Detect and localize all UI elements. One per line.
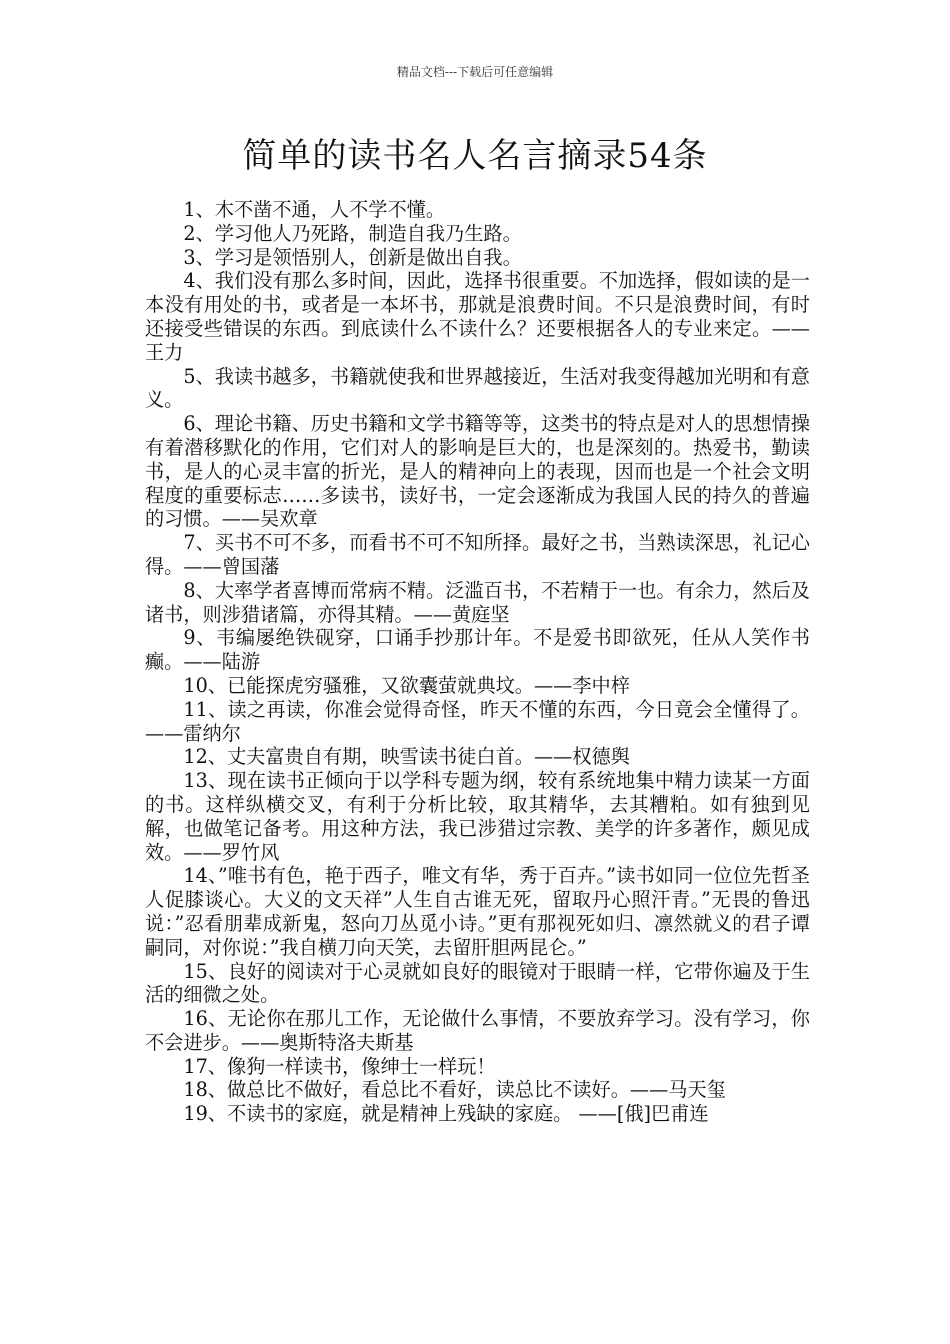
quote-paragraph: 11、读之再读，你准会觉得奇怪，昨天不懂的东西，今日竟会全懂得了。——雷纳尔	[145, 697, 810, 745]
quote-paragraph: 3、学习是领悟别人，创新是做出自我。	[183, 245, 522, 269]
quote-paragraph: 19、不读书的家庭，就是精神上残缺的家庭。 ——[俄]巴甫连	[183, 1102, 709, 1126]
quote-paragraph: 16、无论你在那儿工作，无论做什么事情，不要放弃学习。没有学习，你不会进步。——奥斯特洛夫斯基	[145, 1007, 810, 1054]
quote-paragraph: 4、我们没有那么多时间，因此，选择书很重要。不加选择，假如读的是一本没有用处的书，或者是一本坏书，那就是浪费时间。不只是浪费时间，有时还接受些错误的东西。到底读什么不读什么？还要根据各人的专业来定。——王力	[145, 269, 810, 364]
quote-paragraph: 1、木不凿不通，人不学不懂。	[183, 198, 446, 221]
quote-paragraph: 10、已能探虎穷骚雅，又欲囊萤就典坟。——李中梓	[183, 673, 630, 697]
quote-paragraph: 7、买书不可不多，而看书不可不知所择。最好之书，当熟读深思，礼记心得。——曾国藩	[145, 531, 810, 578]
page-header: 精品文档---下载后可任意编辑	[396, 65, 554, 79]
quote-paragraph: 18、做总比不做好，看总比不看好，读总比不读好。——马天玺	[183, 1078, 726, 1102]
document-title: 简单的读书名人名言摘录54条	[242, 136, 708, 176]
quote-paragraph: 17、像狗一样读书，像绅士一样玩！	[183, 1054, 496, 1078]
quote-paragraph: 13、现在读书正倾向于以学科专题为纲，较有系统地集中精力读某一方面的书。这样纵横交叉，有利于分析比较，取其精华，去其糟粕。如有独到见解，也做笔记备考。用这种方法，我已涉猎过宗教、美学的许多著作，颇见成效。——罗竹风	[145, 769, 810, 864]
quote-paragraph: 9、韦编屡绝铁砚穿，口诵手抄那计年。不是爱书即欲死，任从人笑作书癫。——陆游	[145, 626, 810, 674]
quote-paragraph: 2、学习他人乃死路，制造自我乃生路。	[183, 221, 522, 245]
quote-paragraph: 5、我读书越多，书籍就使我和世界越接近，生活对我变得越加光明和有意义。	[145, 364, 810, 412]
document-body	[145, 198, 810, 1126]
quote-paragraph: 14、”唯书有色，艳于西子，唯文有华，秀于百卉。”读书如同一位位先哲圣人促膝谈心。大义的文天祥”人生自古谁无死，留取丹心照汗青。”无畏的鲁迅说：”忍看朋辈成新鬼，怒向刀丛觅小诗。”更有那视死如归、凛然就义的君子谭嗣同，对你说：”我自横刀向天笑，去留肝胆两昆仑。”	[145, 864, 810, 959]
quote-paragraph: 8、大率学者喜博而常病不精。泛滥百书，不若精于一也。有余力，然后及诸书，则涉猎诸篇，亦得其精。——黄庭坚	[145, 578, 810, 626]
quote-paragraph: 6、理论书籍、历史书籍和文学书籍等等，这类书的特点是对人的思想情操有着潜移默化的作用，它们对人的影响是巨大的，也是深刻的。热爱书，勤读书，是人的心灵丰富的折光，是人的精神向上的表现，因而也是一个社会文明程度的重要标志……多读书，读好书，一定会逐渐成为我国人民的持久的普遍的习惯。——吴欢章	[145, 412, 810, 531]
quote-paragraph: 12、丈夫富贵自有期，映雪读书徒白首。——权德舆	[183, 745, 630, 769]
quote-paragraph: 15、良好的阅读对于心灵就如良好的眼镜对于眼睛一样，它带你遍及于生活的细微之处。	[145, 959, 810, 1007]
